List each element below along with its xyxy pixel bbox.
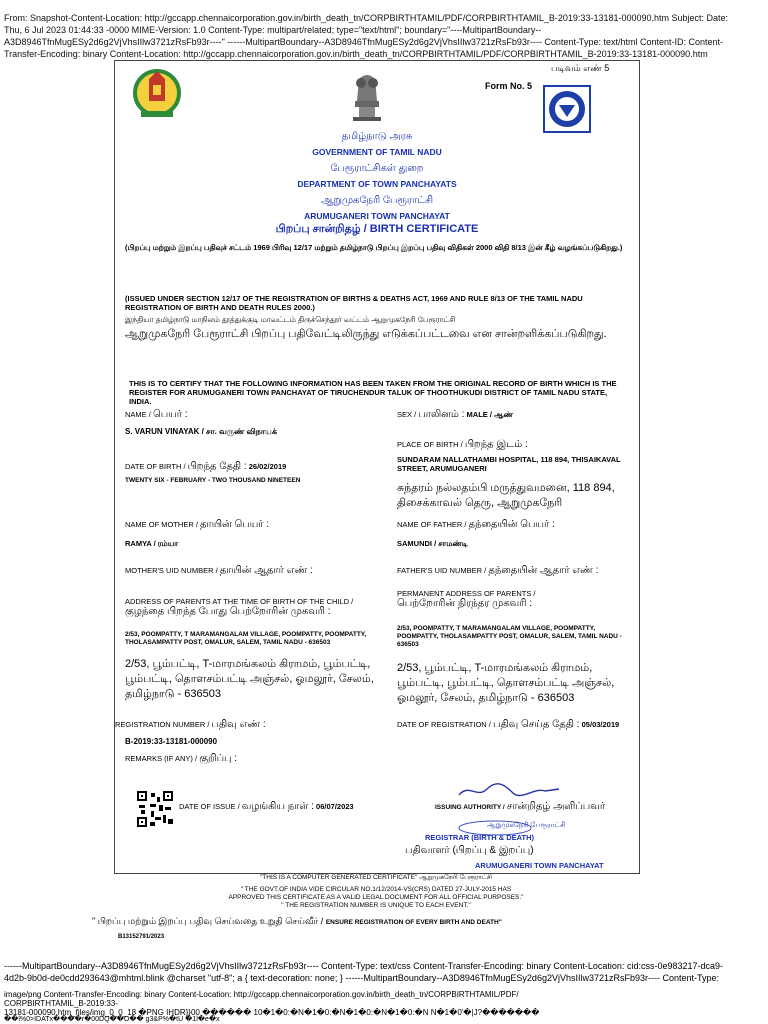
permanent-address-label (397, 589, 629, 610)
footer-line: CORPBIRTHTAMIL_B-2019:33- (4, 999, 118, 1008)
circular-note-1: " THE GOVT.OF INDIA VIDE CIRCULAR NO.1/12/2014-VS(CRS) DATED 27-JULY-2015 HAS (240, 886, 512, 893)
birth-address-tamil: 2/53, பூம்பட்டி, T-மாரமங்கலம் கிராமம், பூம்பட்டி, பூம்பட்டி, தொளசம்பட்டி அஞ்சல், ஓமலூர், சேலம், தமிழ்நாடு - 636503 (125, 658, 374, 700)
ashoka-lion-emblem-icon (349, 71, 385, 123)
issue-label-ta: வழங்கிய நாள் : (241, 801, 314, 812)
birth-address-label (125, 597, 387, 618)
crs-logo-icon (543, 85, 591, 133)
panchayat-name: ARUMUGANERI TOWN PANCHAYAT (304, 211, 450, 221)
government-name-tamil: தமிழ்நாடு அரசு (341, 131, 413, 142)
regdate-label-en: DATE OF REGISTRATION / (397, 720, 491, 729)
tamil-nadu-emblem-icon (133, 67, 181, 121)
mother-name-value: RAMYA / ரம்யா (125, 539, 179, 548)
circular-note-2: APPROVED THIS CERTIFICATE AS A VALID LEGAL DOCUMENT FOR ALL OFFICIAL PURPOSES." (228, 894, 524, 901)
footer-line: ------MultipartBoundary--A3D8946TfnMugESy2d6g2VjVhsIIlw3721zRsFb93r---- Content-Type: text/css Content-Transfer-Encoding: binary Content-Location: cid:css-0e983217-dca9- (4, 961, 723, 971)
permanent-address-tamil: 2/53, பூம்பட்டி, T-மாரமங்கலம் கிராமம், பூம்பட்டி, பூம்பட்டி, தொளசம்பட்டி அஞ்சல், ஓமலூர், சேலம், தமிழ்நாடு - 636503 (397, 662, 615, 704)
father-label-ta: தந்தையின் பெயர் : (468, 519, 555, 530)
ensure-english: ENSURE REGISTRATION OF EVERY BIRTH AND DEATH" (325, 919, 502, 926)
regno-label-ta: பதிவு எண் : (211, 719, 266, 730)
sex-label-en: SEX / (397, 410, 417, 419)
panchayat-name-tamil: ஆறுமுகநேரி பேரூராட்சி (320, 195, 434, 206)
department-name-tamil: பேரூராட்சிகள் துறை (330, 163, 424, 174)
document-code: B13152791/2023 (118, 934, 165, 940)
registrar-tamil: ஆறுமுகநேரி பேரூராட்சி (487, 822, 566, 829)
birth-address-value: 2/53, POOMPATTY, T MARAMANGALAM VILLAGE, POOMPATTY, POOMPATTY, THOLASAMPATTY POST, OMALUR, SALEM, TAMIL NADU - 636503 (125, 631, 367, 646)
registration-number-label (115, 719, 266, 731)
m-uid-label-en: MOTHER'S UID NUMBER / (125, 566, 218, 575)
mother-label-ta: தாயின் பெயர் : (200, 519, 270, 530)
name-label-en: NAME / (125, 410, 151, 419)
dob-label-en: DATE OF BIRTH / (125, 462, 186, 471)
registrar-place: ARUMUGANERI TOWN PANCHAYAT (475, 861, 604, 870)
mhtml-footer (4, 960, 764, 984)
footer-line: 13181-000090.htm_files/img_0_0_18 �PNG IHDR}}00 ������ 10�1�0:�N�1�0:�N�1�0:�N�1�0:�N N�1�0'�|J?������� (4, 1008, 540, 1017)
place-of-birth-tamil: சுந்தரம் நல்லதம்பி மருத்துவமனை, 118 894, திசைக்காவல் தெரு, ஆறுமுகநேரி (397, 482, 615, 509)
ensure-registration-note (92, 916, 502, 928)
government-name: GOVERNMENT OF TAMIL NADU (312, 147, 442, 157)
certificate-title (115, 223, 639, 237)
dob-label (125, 461, 286, 473)
sex-value: MALE / ஆண் (466, 410, 514, 419)
regno-label-en: REGISTRATION NUMBER / (115, 720, 210, 729)
unique-number-note: " THE REGISTRATION NUMBER IS UNIQUE TO EACH EVENT." (281, 902, 471, 909)
sex-label-ta: பாலினம் : (418, 409, 465, 420)
place-of-birth-label (397, 439, 528, 451)
date-of-issue-label (179, 801, 354, 813)
name-label-ta: பெயர் : (152, 409, 188, 420)
pob-label-ta: பிறந்த இடம் : (464, 439, 528, 450)
issued-under-english: (ISSUED UNDER SECTION 12/17 OF THE REGISTRATION OF BIRTHS & DEATHS ACT, 1969 AND RULE 8/13 OF THE TAMIL NADU REGISTRATION OF BIRTH AND DEATH RULES 2000.) (125, 294, 583, 312)
issuing-authority-ta: சான்றிதழ் அளிப்பவர் (506, 801, 606, 812)
issued-under-tamil: (பிறப்பு மற்றும் இறப்பு பதிவுச் சட்டம் 1969 பிரிவு 12/17 மற்றும் தமிழ்நாடு பிறப்பு இறப்பு பதிவு விதிகள் 2000 விதி 8/13 இன் கீழ் வழங்கப்படுகிறது.) (125, 243, 623, 252)
child-name-value: S. VARUN VINAYAK / சா. வருண் விநாயக் (125, 427, 277, 436)
header-line: A3D8946TfnMugESy2d6g2VjVhsIIlw3721zRsFb93r----" ------MultipartBoundary--A3D8946TfnMugESy2d6g2VjVhsIIlw3721zRsFb93r---- Content-Type: text/html Content-ID: Content- (4, 37, 723, 47)
certify-tamil-line-1: இந்தியா தமிழ்நாடு மாநிலம் தூத்துக்குடி மாவட்டம் திருச்செந்தூர் வட்டம் ஆறுமுகநேரி பேரூராட்சி (125, 315, 456, 324)
paddr-label-ta: பெற்றோரின் நிரந்தர முகவரி : (397, 598, 532, 609)
father-name-value: SAMUNDI / சாமண்டி (397, 539, 468, 548)
remarks-label-en: REMARKS (IF ANY) / (125, 754, 198, 763)
mhtml-header (4, 12, 764, 60)
header-line: From: Snapshot-Content-Location: http://gccapp.chennaicorporation.gov.in/birth_death_tn/CORPBIRTHTAMIL/PDF/CORPBIRTHTAMIL_B-2019:33-13181-000090.htm Subject: Date: (4, 13, 729, 23)
sex-label (397, 409, 513, 421)
registrar-title: REGISTRAR (BIRTH & DEATH) (425, 833, 535, 842)
name-label (125, 409, 188, 421)
mother-uid-label (125, 565, 313, 577)
registrar-title-tamil: பதிவாளர் (பிறப்பு & இறப்பு) (405, 845, 534, 856)
footer-line: ��l%0>IDATx����r�00DQ��O�� g3&P%�tU �1l�e�x (4, 1016, 220, 1023)
registration-number-value: B-2019:33-13181-000090 (125, 737, 218, 746)
computer-generated-note: "THIS IS A COMPUTER GENERATED CERTIFICATE" ஆறுமுகநேரி பேரூராட்சி (259, 874, 493, 881)
addr-label-ta: குழந்தை பிறந்த போது பெற்றோரின் முகவரி : (125, 606, 331, 617)
paddr-label-en: PERMANENT ADDRESS OF PARENTS / (397, 589, 536, 598)
father-uid-label (397, 565, 598, 577)
permanent-address-value: 2/53, POOMPATTY, T MARAMANGALAM VILLAGE, POOMPATTY, POOMPATTY, THOLASAMPATTY POST, OMALUR, SALEM, TAMIL NADU - 636503 (397, 625, 622, 648)
m-uid-label-ta: தாயின் ஆதார் எண் : (219, 565, 313, 576)
certify-tamil-line-2: ஆறுமுகநேரி பேரூராட்சி பிறப்பு பதிவேட்டிலிருந்து எடுக்கப்பட்டவை என சான்றளிக்கப்படுகிறது. (125, 328, 607, 340)
issuing-authority-en: ISSUING AUTHORITY / (435, 804, 505, 811)
dob-value: 26/02/2019 (248, 462, 287, 471)
mother-name-label (125, 519, 269, 531)
header-line: Transfer-Encoding: binary Content-Location: http://gccapp.chennaicorporation.gov.in/birth_death_tn/CORPBIRTHTAMIL/PDF/CORPBIRTHTAMIL_B-2019:33-13181-000090.htm (4, 49, 708, 59)
regdate-label-ta: பதிவு செய்த தேதி : (493, 719, 580, 730)
date-of-issue-value: 06/07/2023 (316, 802, 354, 811)
f-uid-label-ta: தந்தையின் ஆதார் எண் : (488, 565, 599, 576)
father-name-label (397, 519, 555, 531)
issuing-authority-label (435, 801, 605, 813)
certificate-title-english: / BIRTH CERTIFICATE (363, 223, 479, 235)
pob-label-en: PLACE OF BIRTH / (397, 440, 463, 449)
father-label-en: NAME OF FATHER / (397, 520, 467, 529)
footer-line: 4d2b-9b0d-de0cdd293643@mhtml.blink @charset "utf-8"; a { text-decoration: none; } ------MultipartBoundary--A3D8946TfnMugESy2d6g2VjVhsIIlw3721zRsFb93r---- Content-Type: (4, 973, 720, 983)
signature-icon (455, 781, 565, 801)
department-name: DEPARTMENT OF TOWN PANCHAYATS (297, 179, 457, 189)
certify-english: THIS IS TO CERTIFY THAT THE FOLLOWING INFORMATION HAS BEEN TAKEN FROM THE ORIGINAL RECORD OF BIRTH WHICH IS THE REGISTER FOR ARUMUGANERI TOWN PANCHAYAT OF TIRUCHENDUR TALUK OF THOOTHUKUDI DISTRICT OF TAMIL NADU STATE, INDIA. (129, 379, 617, 406)
mhtml-footer-tail (4, 990, 764, 1017)
mother-label-en: NAME OF MOTHER / (125, 520, 198, 529)
certificate-title-tamil: பிறப்பு சான்றிதழ் (275, 223, 361, 235)
dob-in-words: TWENTY SIX - FEBRUARY - TWO THOUSAND NINETEEN (125, 477, 301, 484)
place-of-birth-value: SUNDARAM NALLATHAMBI HOSPITAL, 118 894, THISAIKAVAL STREET, ARUMUGANERI (397, 455, 621, 473)
remarks-label (125, 753, 237, 765)
dob-label-ta: பிறந்த தேதி : (187, 461, 247, 472)
ensure-tamil: " பிறப்பு மற்றும் இறப்பு பதிவு செய்வதை உறுதி செய்வீர் / (92, 916, 324, 926)
f-uid-label-en: FATHER'S UID NUMBER / (397, 566, 487, 575)
addr-label-en: ADDRESS OF PARENTS AT THE TIME OF BIRTH OF THE CHILD / (125, 597, 354, 606)
qr-code-icon (135, 789, 175, 829)
issue-label-en: DATE OF ISSUE / (179, 802, 240, 811)
form-serial-label: படிவம் எண் 5 (551, 63, 610, 73)
registration-date-label (397, 719, 619, 731)
birth-certificate (114, 60, 640, 874)
footer-line: image/png Content-Transfer-Encoding: binary Content-Location: http://gccapp.chennaicorporation.gov.in/birth_death_tn/CORPBIRTHTAMIL/PDF/ (4, 990, 519, 999)
registration-date-value: 05/03/2019 (581, 720, 620, 729)
form-number: Form No. 5 (485, 81, 533, 91)
remarks-label-ta: குறிப்பு : (199, 753, 238, 764)
header-line: Thu, 6 Jul 2023 01:44:33 -0000 MIME-Version: 1.0 Content-Type: multipart/related; type="text/html"; boundary="----MultipartBoundary-- (4, 25, 542, 35)
